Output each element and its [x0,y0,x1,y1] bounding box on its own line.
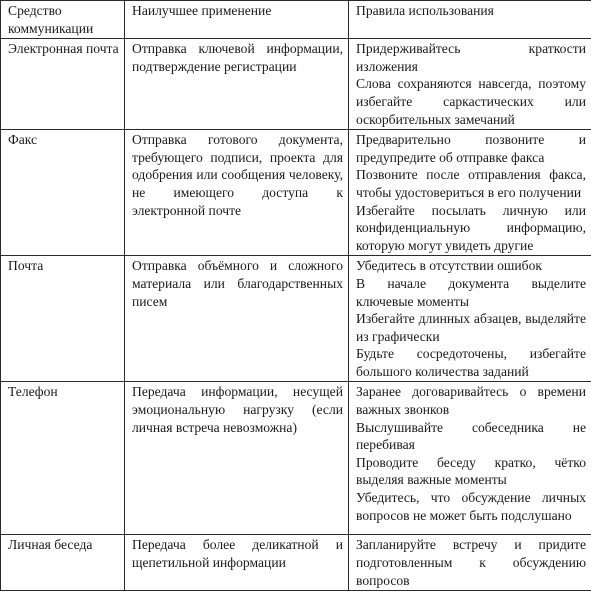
table-row [1,382,591,535]
rule-item: Запланируйте встречу и придите подготовленным к обсуждению вопросов [356,537,586,588]
table-row [1,39,591,130]
rules-cell [349,256,591,382]
rule-item: Выслушивайте собеседника не перебивая [356,419,586,453]
table-row [1,256,591,382]
medium-name: Почта [8,258,44,274]
best-use-cell [125,130,349,256]
rules-cell [349,130,591,256]
rule-item: Избегайте посылать личную или конфиденциальную информацию, которую могут увидеть другие [356,202,586,253]
best-use-cell [125,256,349,382]
best-use-cell [125,39,349,130]
medium-cell [1,382,125,535]
rule-item: Убедитесь в отсутствии ошибок [356,258,542,274]
header-rules: Правила использования [349,1,591,39]
rules-cell [349,382,591,535]
best-use-text: Отправка объёмного и сложного материала или благодарственных писем [132,258,343,309]
medium-cell [1,130,125,256]
medium-cell [1,39,125,130]
table-row [1,535,591,591]
best-use-cell [125,382,349,535]
rules-cell [349,39,591,130]
best-use-cell [125,535,349,591]
rule-item: Проводите беседу кратко, чётко выделяя важные моменты [356,454,586,488]
rule-item: В начале документа выделите ключевые моменты [356,275,586,309]
best-use-text: Передача более деликатной и щепетильной информации [132,537,343,571]
medium-name: Личная беседа [8,537,93,553]
rule-item: Убедитесь, что обсуждение личных вопросов не может быть подслушано [356,490,586,523]
medium-cell [1,256,125,382]
table-row [1,130,591,256]
rules-cell [349,535,591,591]
medium-name: Электронная почта [8,41,119,57]
rule-item: Придерживайтесь краткости изложения [356,41,586,74]
header-best-use: Наилучшее применение [125,1,349,39]
header-medium: Средство коммуникации [1,1,125,39]
rule-item: Будьте сосредоточены, избегайте большого количества заданий [356,346,586,379]
rule-item: Позвоните после отправления факса, чтобы удостовериться в его получении [356,167,586,200]
best-use-text: Передача информации, несущей эмоциональную нагрузку (если личная встреча невозможна) [132,384,343,435]
rule-item: Слова сохраняются навсегда, поэтому избегайте саркастических или оскорбительных замечаний [356,76,586,127]
medium-name: Факс [8,132,38,148]
medium-cell [1,535,125,591]
rule-item: Избегайте длинных абзацев, выделяйте из графически [356,311,586,344]
medium-name: Телефон [8,384,58,400]
best-use-text: Отправка ключевой информации, подтверждение регистрации [132,41,343,74]
header-row [1,1,591,39]
rule-item: Предварительно позвоните и предупредите об отправке факса [356,132,586,165]
rule-item: Заранее договаривайтесь о времени важных звонков [356,384,586,418]
best-use-text: Отправка готового документа, требующего подписи, проекта для одобрения или сообщения человеку, не имеющего доступа к электронной почте [132,132,343,218]
